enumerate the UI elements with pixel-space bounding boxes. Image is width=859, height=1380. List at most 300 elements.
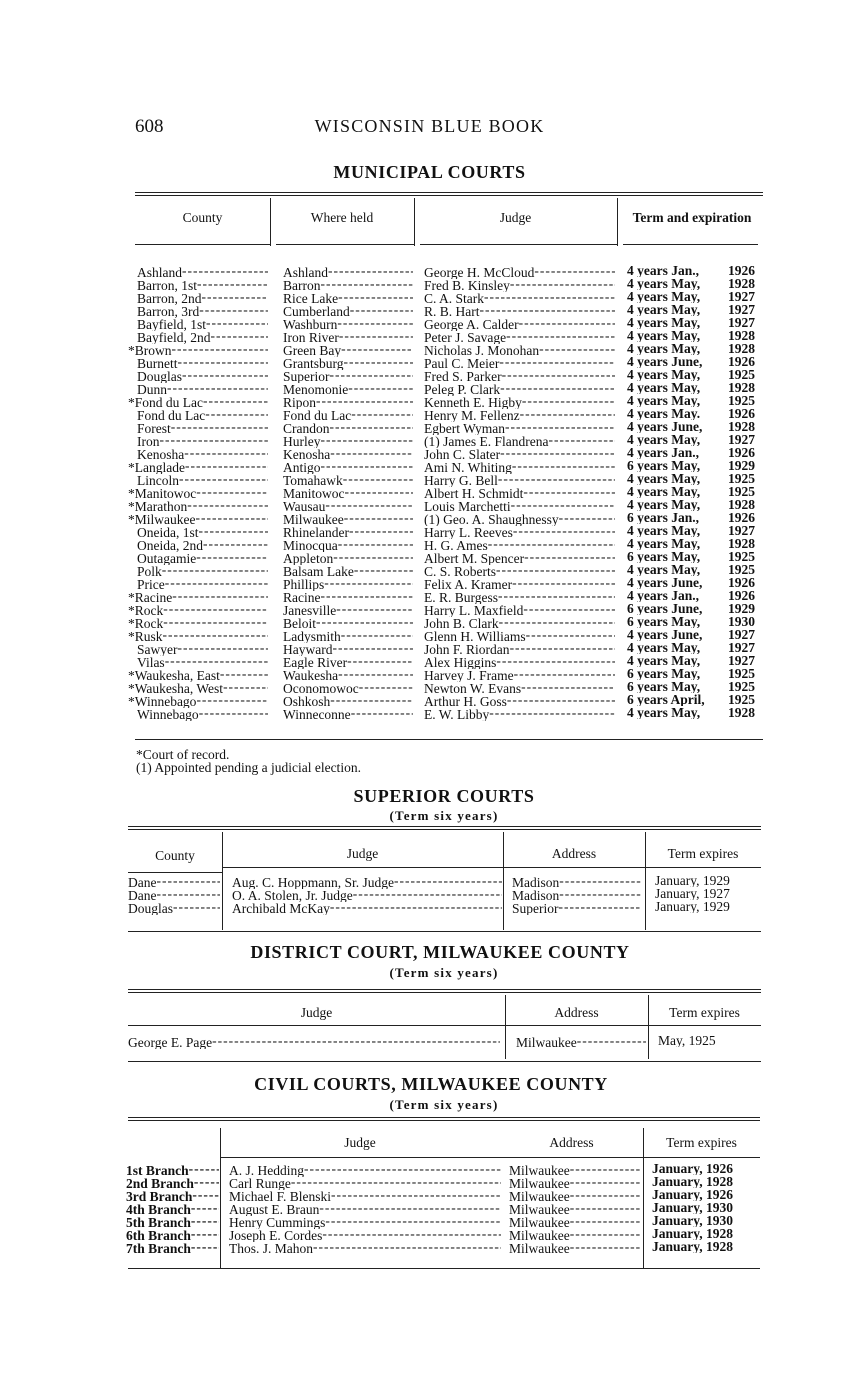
term-cell [627,511,732,524]
judge-cell-text: Newton W. Evans [424,681,522,695]
term-cell [627,680,732,693]
county-cell-text: *Winnebago [128,694,197,708]
judge-cell-text: Albert M. Spencer [424,551,525,565]
dot-leader [321,277,414,290]
table-row [128,887,761,900]
county-cell-text: *Langlade [128,460,185,474]
expiration-year-cell-text: 1926 [728,511,755,524]
address-cell-text: Milwaukee [509,1228,570,1242]
judge-cell-text: Harry L. Maxfield [424,603,524,617]
judge-cell-text: (1) Geo. A. Shaughnessy [424,512,559,526]
dot-leader [500,446,615,459]
dot-leader [338,537,413,550]
dot-leader [203,537,268,550]
table-row [124,1227,764,1240]
expiration-year-cell [728,641,763,654]
dot-leader [339,329,413,342]
term-cell [627,654,732,667]
expiration-year-cell [728,628,763,641]
where-held-cell-text: Rhinelander [283,525,349,539]
dot-leader [191,1240,219,1253]
table-row [128,680,768,693]
address-cell-text: Madison [512,888,560,902]
where-held-cell-text: Rice Lake [283,291,339,305]
table-row [124,1240,764,1253]
judge-cell-text: Aug. C. Hoppmann, Sr. Judge [232,875,394,889]
expiration-year-cell [728,706,763,719]
dot-leader [199,706,268,719]
county-cell-text: Burnett [137,356,178,370]
county-cell-text: *Rusk [128,629,163,643]
county-cell-text: Dane [128,888,157,902]
where-held-cell-text: Barron [283,278,321,292]
dot-leader [505,420,615,433]
dot-leader [291,1175,501,1188]
term-expires-cell [655,900,760,913]
expiration-year-cell [728,420,763,433]
dot-leader [191,1214,219,1227]
dot-leader [354,563,413,576]
table-row [128,628,768,641]
table-row [128,900,761,913]
dot-leader [570,1162,640,1175]
where-held-cell-text: Iron River [283,330,339,344]
table-row [128,498,768,511]
footnote-court-of-record: *Court of record. [136,747,230,762]
dot-leader [359,680,413,693]
civil-subtitle: (Term six years) [389,1097,499,1112]
dot-leader [332,641,413,654]
term-cell-text: 4 years May, [627,563,701,576]
expiration-year-cell-text: 1927 [728,303,755,316]
term-expires-cell-text: January, 1927 [655,887,730,900]
dot-leader [510,641,615,654]
book-title: WISCONSIN BLUE BOOK [314,116,545,136]
dot-leader [197,277,268,290]
term-expires-cell [652,1201,760,1214]
header-term-expiration: Term and expiration [632,210,752,225]
dot-leader [189,1162,219,1175]
dot-leader [484,290,615,303]
branch-cell-text: 3rd Branch [126,1189,193,1203]
dot-leader [498,589,615,602]
dot-leader [196,693,268,706]
term-cell-text: 6 years May, [627,550,701,563]
county-cell-text: Outagamie [137,551,197,565]
dot-leader [570,1201,640,1214]
header-address: Address [551,846,597,861]
term-cell [627,693,732,706]
judge-cell-text: C. A. Stark [424,291,485,305]
dot-leader [179,472,268,485]
term-cell [627,563,732,576]
header-county: County [182,210,223,225]
dot-leader [337,316,413,329]
expiration-year-cell-text: 1925 [728,667,755,680]
term-cell-text: 4 years May, [627,706,701,719]
where-held-cell-text: Ashland [283,265,328,279]
dot-leader [500,381,615,394]
term-cell-text: 4 years June, [627,420,703,433]
where-held-cell-text: Antigo [283,460,321,474]
expiration-year-cell [728,602,763,615]
district-top-rule [128,989,761,993]
where-held-cell-text: Washburn [283,317,338,331]
where-held-cell-text: Menomonie [283,382,349,396]
term-cell-text: 4 years May, [627,472,701,485]
judge-cell-text: Michael F. Blenski [229,1189,332,1203]
table-row [128,329,768,342]
branch-cell-text: 6th Branch [126,1228,191,1242]
judge-cell-text: Paul C. Meier [424,356,500,370]
expiration-year-cell [728,329,763,342]
judge-cell-text: Peter J. Savage [424,330,507,344]
civil-title: CIVIL COURTS, MILWAUKEE COUNTY [254,1074,608,1094]
county-cell-text: Dane [128,875,157,889]
judge-cell-text: Felix A. Kramer [424,577,513,591]
term-cell-text: 4 years May, [627,368,701,381]
dot-leader [330,420,414,433]
branch-cell-text: 5th Branch [126,1215,191,1229]
county-cell-text: Vilas [137,655,165,669]
county-cell-text: Fond du Lac [137,408,206,422]
table-row [128,355,768,368]
dot-leader [488,537,615,550]
where-held-cell-text: Ripon [283,395,317,409]
term-cell [627,407,732,420]
where-held-cell-text: Green Bay [283,343,342,357]
expiration-year-cell [728,303,763,316]
header-term-expires: Term expires [667,846,739,861]
judge-cell-text: John C. Slater [424,447,501,461]
term-cell [627,368,732,381]
county-cell-text: Polk [137,564,162,578]
where-held-cell-text: Superior [283,369,330,383]
expiration-year-cell [728,316,763,329]
county-cell-text: *Brown [128,343,172,357]
superior-bottom-rule [128,931,761,932]
county-cell-text: Ashland [137,265,182,279]
dot-leader [160,433,269,446]
dot-leader [156,874,220,887]
term-cell [627,433,732,446]
dot-leader [333,550,413,563]
judge-cell-text: George E. Page [128,1035,213,1049]
judge-cell-text: R. B. Hart [424,304,480,318]
table-row [128,368,768,381]
term-expires-cell-text: January, 1928 [652,1240,734,1253]
table-row [128,511,768,524]
expiration-year-cell [728,355,763,368]
where-held-cell-text: Hurley [283,434,321,448]
term-cell-text: 4 years May, [627,316,701,329]
county-cell-text: Barron, 1st [137,278,197,292]
term-cell-text: 4 years May, [627,290,701,303]
table-row [128,446,768,459]
dot-leader [206,316,268,329]
dot-leader [191,1227,219,1240]
judge-cell [232,900,502,915]
expiration-year-cell [728,589,763,602]
judge-cell-text: Nicholas J. Monohan [424,343,540,357]
judge-cell [424,706,615,721]
term-cell [627,459,732,472]
judge-cell-text: E. R. Burgess [424,590,499,604]
header-underline [128,872,222,873]
expiration-year-cell-text: 1927 [728,654,755,667]
dot-leader [205,407,268,420]
judge-cell-text: August E. Braun [229,1202,320,1216]
table-row [128,874,761,887]
dot-leader [489,706,615,719]
dot-leader [347,654,413,667]
term-cell-text: 6 years May, [627,615,701,628]
municipal-title: MUNICIPAL COURTS [333,162,526,182]
term-cell [627,472,732,485]
term-expires-cell [652,1240,760,1253]
county-cell-text: Bayfield, 1st [137,317,206,331]
dot-leader [519,316,615,329]
header-judge: Judge [346,846,379,861]
county-cell-text: Dunn [137,382,167,396]
dot-leader [534,264,615,277]
term-cell [627,524,732,537]
judge-cell-text: John B. Clark [424,616,499,630]
dot-leader [220,667,268,680]
dot-leader [319,1201,501,1214]
dot-leader [313,1240,501,1253]
address-cell [509,1240,640,1255]
term-expires-cell [655,887,760,900]
table-row [128,381,768,394]
table-row [124,1188,764,1201]
dot-leader [324,576,413,589]
page-number: 608 [135,116,164,137]
county-cell-text: Barron, 2nd [137,291,202,305]
dot-leader [499,355,615,368]
dot-leader [187,498,268,511]
branch-cell-text: 7th Branch [126,1241,191,1255]
where-held-cell-text: Winneconne [283,707,351,721]
expiration-year-cell-text: 1928 [728,706,755,719]
expiration-year-cell [728,524,763,537]
expiration-year-cell [728,459,763,472]
dot-leader [341,628,413,641]
judge-cell-text: Joseph E. Cordes [229,1228,323,1242]
dot-leader [173,900,220,913]
branch-cell-text: 4th Branch [126,1202,191,1216]
dot-leader [330,693,413,706]
dot-leader [171,420,268,433]
term-cell-text: 4 years Jan., [627,589,699,602]
expiration-year-cell-text: 1925 [728,472,755,485]
header-underline [222,867,761,868]
expiration-year-cell-text: 1926 [728,355,755,368]
dot-leader [196,485,268,498]
where-held-cell-text: Fond du Lac [283,408,352,422]
where-held-cell-text: Grantsburg [283,356,344,370]
expiration-year-cell-text: 1925 [728,550,755,563]
dot-leader [325,1214,501,1227]
dot-leader [316,615,413,628]
header-term-expires: Term expires [669,1005,740,1020]
dot-leader [330,368,414,381]
dot-leader [351,407,413,420]
judge-cell-text: Fred S. Parker [424,369,502,383]
county-cell-text: *Waukesha, West [128,681,224,695]
header-judge: Judge [344,1135,376,1150]
dot-leader [570,1214,640,1227]
expiration-year-cell [728,498,763,511]
dot-leader [480,303,616,316]
branch-cell [126,1240,219,1255]
table-row [128,654,768,667]
table-row [128,303,768,316]
county-cell-text: Sawyer [137,642,178,656]
table-row [128,563,768,576]
expiration-year-cell [728,433,763,446]
expiration-year-cell [728,680,763,693]
expiration-year-cell [728,537,763,550]
term-cell-text: 4 years June, [627,355,703,368]
expiration-year-cell [728,511,763,524]
expiration-year-cell [728,407,763,420]
where-held-cell-text: Oshkosh [283,694,331,708]
term-cell [627,342,732,355]
table-row [128,537,768,550]
table-row [128,524,768,537]
where-held-cell-text: Janesville [283,603,337,617]
term-cell-text: 4 years June, [627,628,703,641]
term-cell-text: 4 years May, [627,498,701,511]
judge-cell-text: Archibald McKay [232,901,330,915]
header-underline [135,244,270,245]
expiration-year-cell [728,485,763,498]
expiration-year-cell-text: 1926 [728,407,755,420]
expiration-year-cell [728,277,763,290]
term-cell [627,498,732,511]
superior-top-rule [128,826,761,830]
judge-cell-text: Fred B. Kinsley [424,278,510,292]
term-cell-text: 4 years Jan., [627,446,699,459]
county-cell-text: Douglas [137,369,182,383]
header-underline [276,244,414,245]
dot-leader [514,667,615,680]
where-held-cell-text: Beloit [283,616,316,630]
term-expires-cell [652,1188,760,1201]
term-cell-text: 6 years May, [627,667,701,680]
address-cell-text: Milwaukee [509,1202,570,1216]
term-cell-text: 4 years May, [627,524,701,537]
county-cell-text: *Rock [128,616,164,630]
expiration-year-cell-text: 1927 [728,628,755,641]
dot-leader [350,303,413,316]
table-row [128,550,768,563]
term-expires-cell-text: January, 1930 [652,1201,734,1214]
dot-leader [559,900,642,913]
district-bottom-rule [128,1061,761,1062]
judge-cell-text: Carl Runge [229,1176,291,1190]
district-table-body [128,1034,761,1047]
expiration-year-cell-text: 1926 [728,589,755,602]
dot-leader [521,680,615,693]
dot-leader [321,459,413,472]
civil-top-rule [128,1117,760,1121]
expiration-year-cell [728,654,763,667]
where-held-cell-text: Tomahawk [283,473,343,487]
table-row [128,433,768,446]
term-cell [627,706,732,719]
term-expires-cell [652,1162,760,1175]
expiration-year-cell-text: 1927 [728,433,755,446]
dot-leader [524,550,615,563]
civil-bottom-rule [128,1268,760,1269]
dot-leader [202,290,269,303]
where-held-cell-text: Cumberland [283,304,350,318]
term-cell [627,329,732,342]
dot-leader [163,602,268,615]
dot-leader [162,563,268,576]
county-cell-text: Oneida, 2nd [137,538,203,552]
expiration-year-cell-text: 1925 [728,485,755,498]
expiration-year-cell-text: 1926 [728,576,755,589]
dot-leader [167,381,268,394]
expiration-year-cell-text: 1925 [728,680,755,693]
table-row [128,693,768,706]
address-cell [512,900,641,915]
expiration-year-cell [728,550,763,563]
county-cell-text: Kenosha [137,447,185,461]
municipal-notes [136,748,636,774]
header-underline [128,1025,761,1026]
term-cell [627,316,732,329]
header-address: Address [549,1135,594,1150]
table-row [128,316,768,329]
dot-leader [349,524,413,537]
table-row [124,1175,764,1188]
dot-leader [182,264,268,277]
table-row [128,277,768,290]
term-cell [627,537,732,550]
where-held-cell-text: Kenosha [283,447,331,461]
dot-leader [320,589,413,602]
judge-cell-text: Peleg P. Clark [424,382,501,396]
header-underline [623,244,758,245]
superior-title: SUPERIOR COURTS [353,786,535,806]
table-row [124,1162,764,1175]
dot-leader [341,342,413,355]
district-subtitle: (Term six years) [389,965,499,980]
dot-leader [211,329,269,342]
dot-leader [185,459,268,472]
county-cell-text: Oneida, 1st [137,525,199,539]
dot-leader [163,628,268,641]
dot-leader [328,264,413,277]
dot-leader [570,1175,640,1188]
where-held-cell-text: Hayward [283,642,333,656]
judge-cell-text: E. W. Libby [424,707,490,721]
dot-leader [510,277,615,290]
dot-leader [512,576,615,589]
superior-table-body [128,874,761,913]
judge-cell-text: Arthur H. Goss [424,694,507,708]
table-row [128,472,768,485]
expiration-year-cell-text: 1928 [728,498,755,511]
table-row [128,459,768,472]
where-held-cell-text: Ladysmith [283,629,341,643]
dot-leader [506,329,615,342]
term-cell [627,576,732,589]
